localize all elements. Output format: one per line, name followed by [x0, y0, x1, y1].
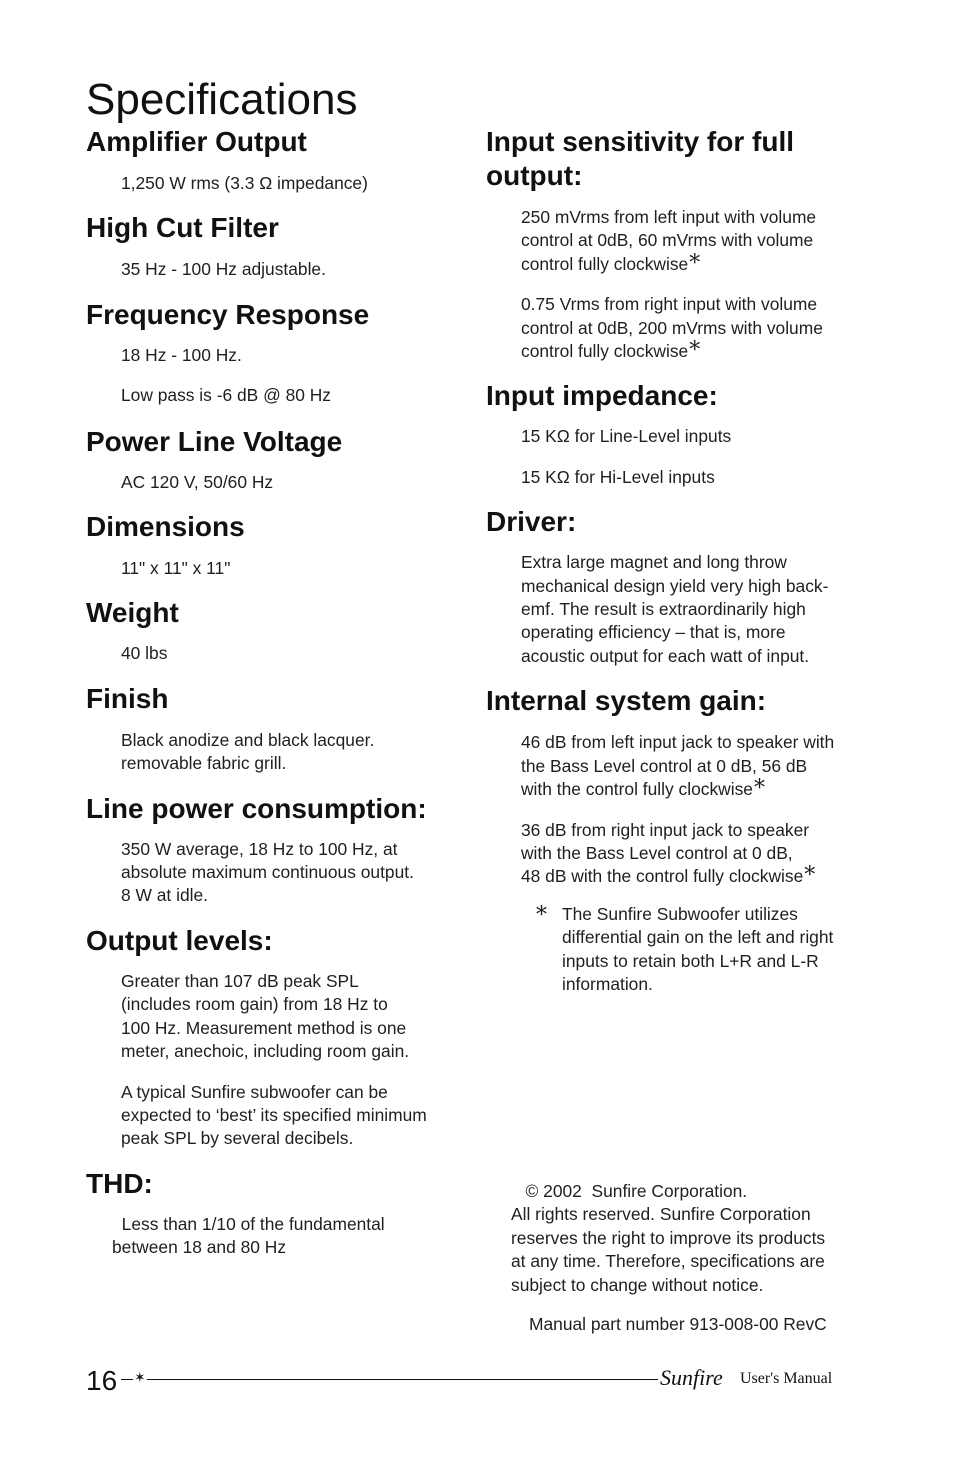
right-column: [486, 125, 886, 996]
spec-heading-thd: THD:: [86, 1167, 153, 1199]
asterisk-icon: *: [536, 902, 547, 928]
asterisk-icon: *: [689, 338, 701, 364]
spec-text: A typical Sunfire subwoofer can be expected to ‘best’ its specified minimum peak SPL by several decibels.: [121, 1081, 427, 1149]
spec-heading-driver: Driver:: [486, 506, 577, 538]
spec-text: 36 dB from right input jack to speaker with the Bass Level control at 0 dB, 48 dB with the control fully clockwise*: [521, 819, 816, 889]
spec-heading-output-levels: Output levels:: [86, 924, 273, 956]
spec-heading-high-cut-filter: High Cut Filter: [86, 212, 279, 244]
spec-heading-internal-system-gain: Internal system gain:: [486, 685, 767, 717]
copyright-notice: © 2002 Sunfire Corporation. All rights reserved. Sunfire Corporation reserves the right to improve its products at any time. Therefore, specifications are subject to change without notice.: [511, 1181, 826, 1295]
footnote: [486, 903, 886, 997]
spec-text: 15 KΩ for Line-Level inputs: [521, 426, 732, 447]
brand-logo: Sunfire: [660, 1365, 723, 1390]
spec-text: 250 mVrms from left input with volume control at 0dB, 60 mVrms with volume control fully clockwise*: [521, 207, 817, 276]
spec-text: 18 Hz - 100 Hz.: [121, 344, 242, 365]
asterisk-icon: *: [753, 776, 765, 802]
spec-text: 35 Hz - 100 Hz adjustable.: [121, 259, 326, 280]
spec-text: Black anodize and black lacquer. removable fabric grill.: [121, 729, 375, 774]
spec-text: AC 120 V, 50/60 Hz: [121, 471, 274, 492]
spec-text: Extra large magnet and long throw mechanical design yield very high back- emf. The result is extraordinarily high operating efficiency – that is, more acoustic output for each watt of input.: [521, 552, 829, 666]
spec-heading-weight: Weight: [86, 597, 179, 629]
page-number: 16: [86, 1365, 118, 1396]
spec-text: 1,250 W rms (3.3 Ω impedance): [121, 173, 368, 193]
spec-heading-amplifier-output: Amplifier Output: [86, 126, 307, 157]
spec-text: 0.75 Vrms from right input with volume control at 0dB, 200 mVrms with volume control fully clockwise*: [521, 294, 823, 364]
spec-heading-finish: Finish: [86, 682, 169, 714]
asterisk-icon: *: [804, 863, 816, 889]
page-title: Specifications: [86, 75, 358, 124]
spec-heading-power-line-voltage: Power Line Voltage: [86, 425, 343, 457]
footer-rule: [121, 1379, 658, 1380]
manual-label: User's Manual: [740, 1370, 833, 1387]
spec-text: 350 W average, 18 Hz to 100 Hz, at absolute maximum continuous output. 8 W at idle.: [121, 838, 414, 906]
asterisk-icon: *: [689, 250, 701, 276]
manual-part-number: Manual part number 913-008-00 RevC: [529, 1314, 827, 1334]
spec-heading-line-power-consumption: Line power consumption:: [86, 792, 427, 824]
spec-text: 40 lbs: [121, 643, 168, 664]
spec-text: 46 dB from left input jack to speaker with the Bass Level control at 0 dB, 56 dB with the control fully clockwise*: [521, 732, 835, 802]
spec-heading-frequency-response: Frequency Response: [86, 298, 370, 330]
left-column: [86, 125, 476, 1260]
spec-heading-input-sensitivity: Input sensitivity for full output:: [486, 126, 795, 191]
spec-heading-dimensions: Dimensions: [86, 511, 245, 543]
spec-text: 11" x 11" x 11": [121, 558, 231, 579]
spec-heading-input-impedance: Input impedance:: [486, 380, 718, 412]
spec-text: 15 KΩ for Hi-Level inputs: [521, 466, 715, 487]
spec-text: Greater than 107 dB peak SPL (includes room gain) from 18 Hz to 100 Hz. Measurement method is one meter, anechoic, including room gain.: [121, 970, 410, 1062]
spec-text: Less than 1/10 of the fundamental between 18 and 80 Hz: [112, 1213, 385, 1258]
spec-text: Low pass is -6 dB @ 80 Hz: [121, 385, 332, 406]
footnote-text: The Sunfire Subwoofer utilizes differential gain on the left and right inputs to retain both L+R and L-R information.: [562, 903, 834, 994]
page-footer: [0, 1360, 954, 1400]
star-ornament-icon: ✶: [134, 1370, 146, 1386]
